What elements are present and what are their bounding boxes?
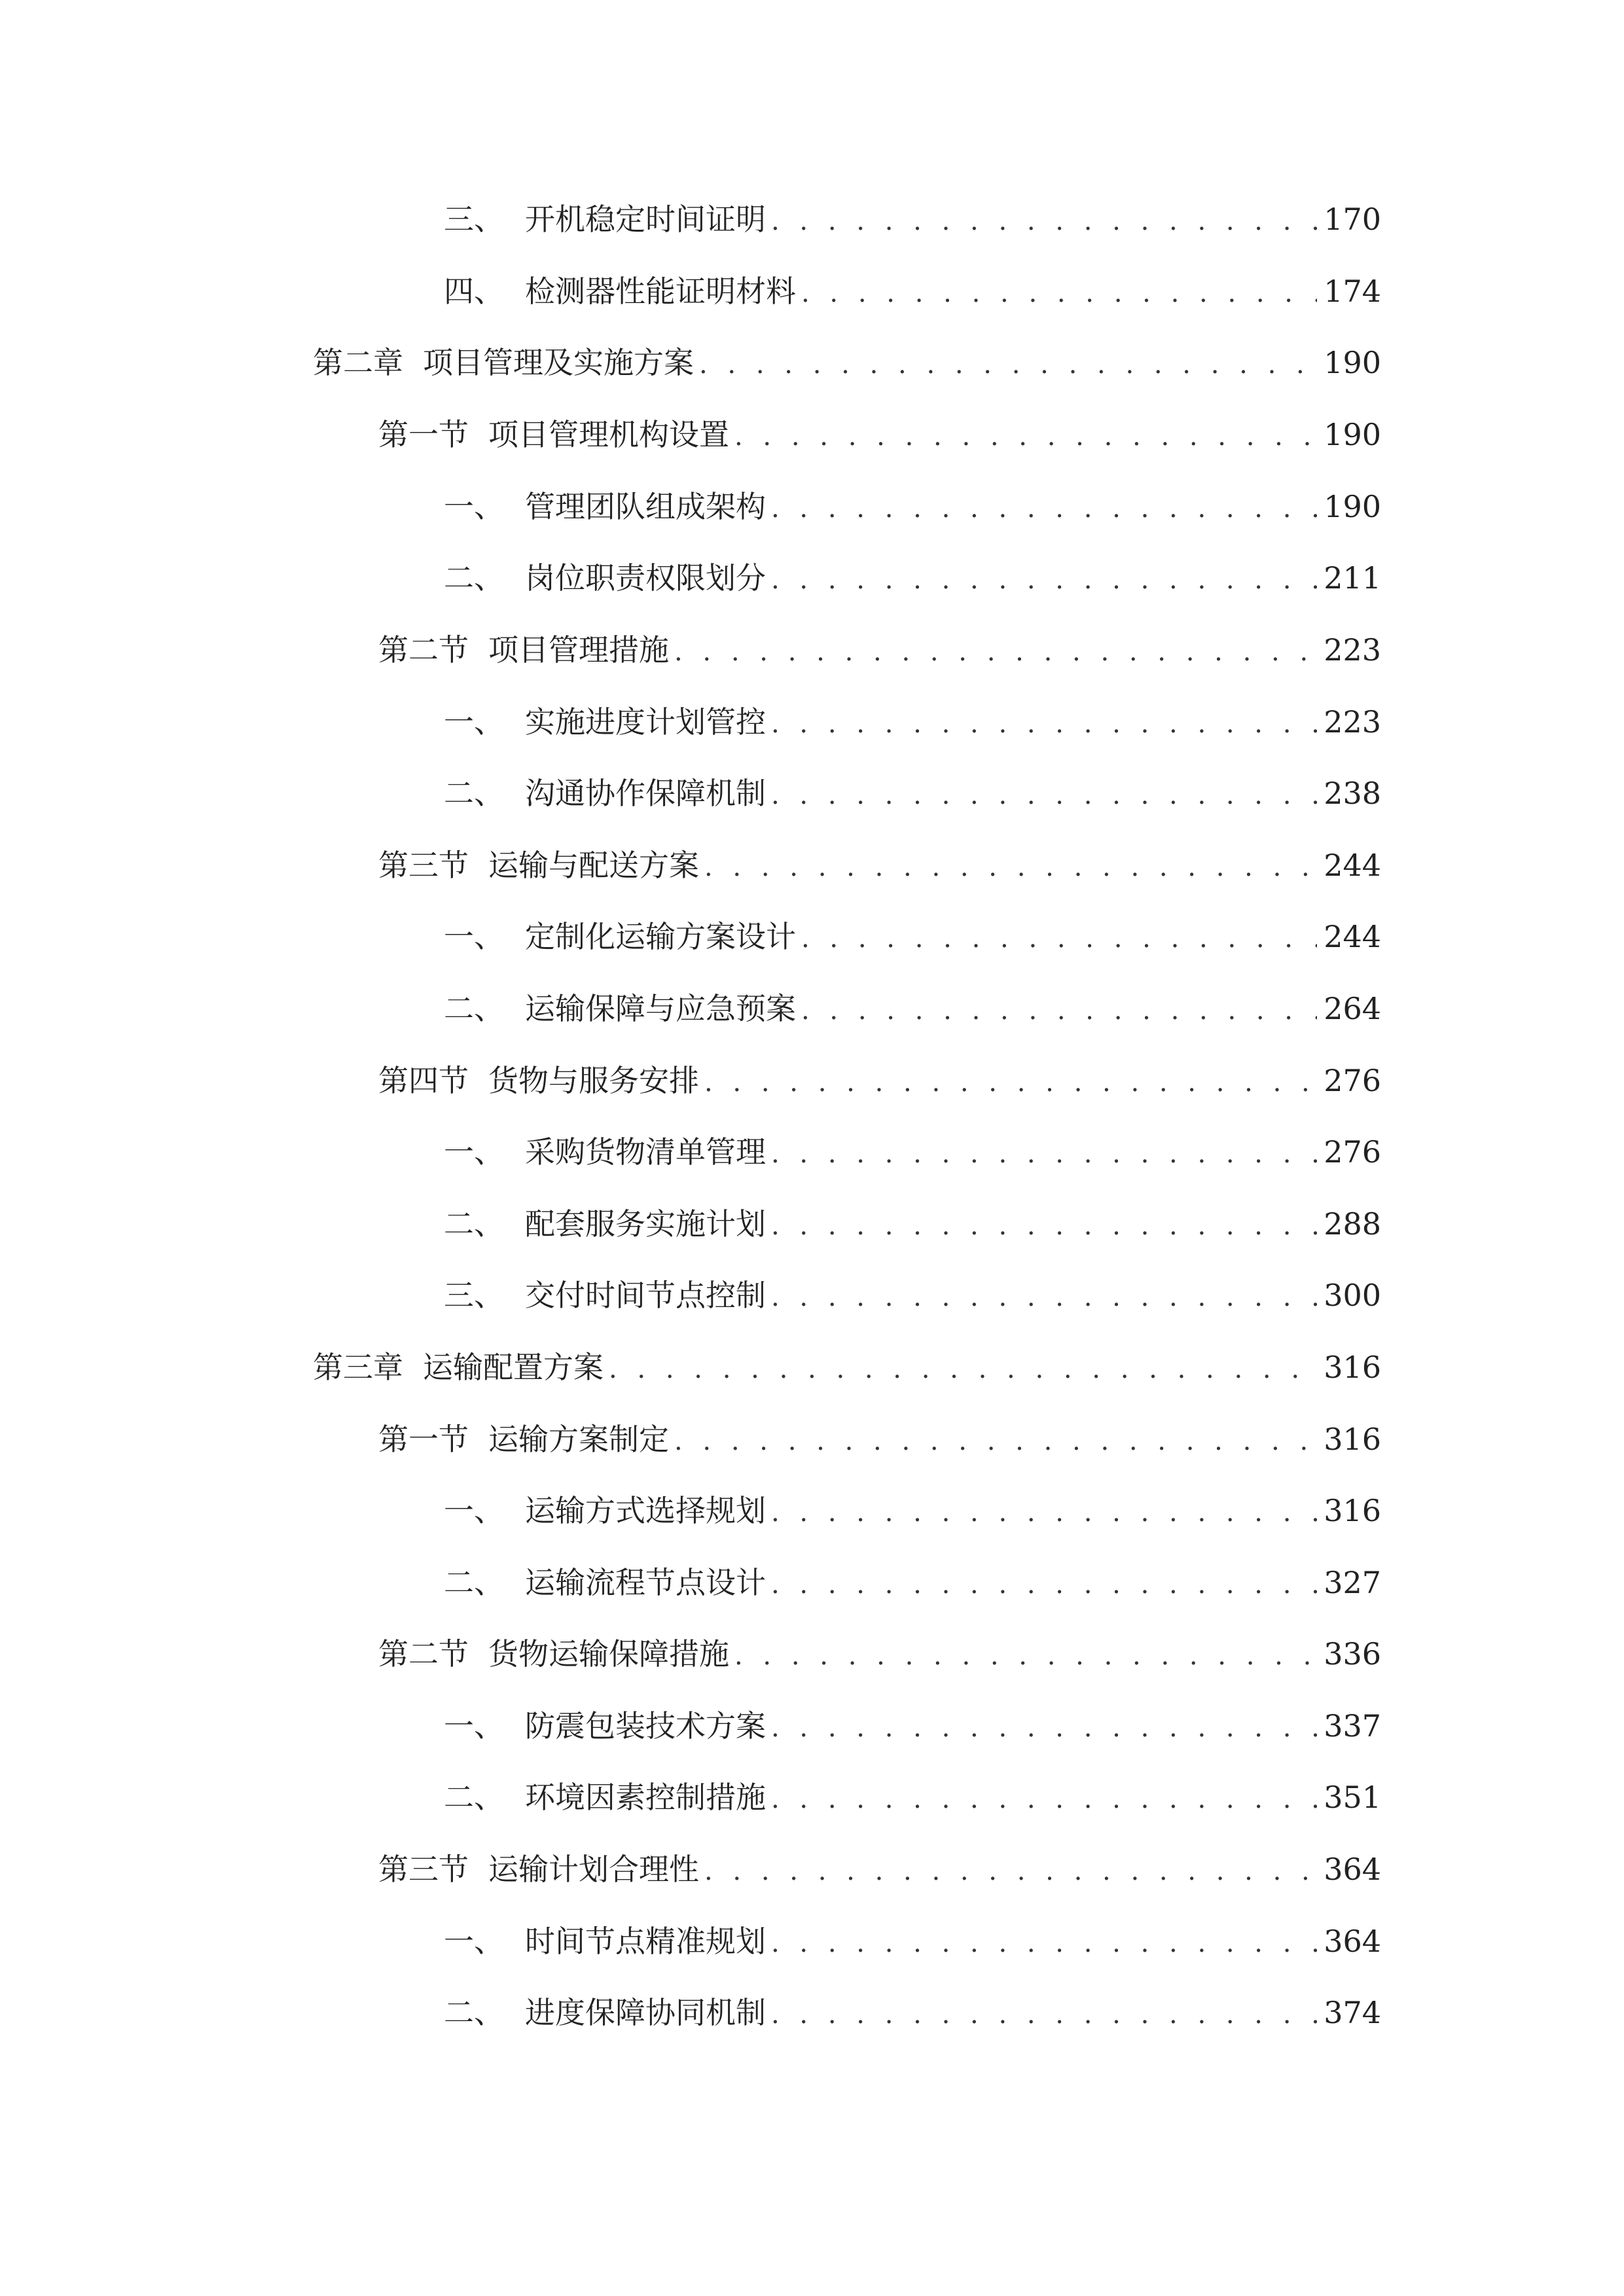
toc-entry[interactable] [444, 1915, 1381, 1967]
toc-entry-title: 防震包装技术方案 [525, 1708, 766, 1744]
toc-entry-title: 时间节点精准规划 [525, 1924, 766, 1959]
toc-entry-title: 进度保障协同机制 [525, 1995, 766, 2030]
toc-entry-number: 一、 [444, 1924, 504, 1959]
dot-leader [704, 841, 1317, 893]
dot-leader [771, 1486, 1317, 1539]
toc-entry-number: 四、 [444, 274, 504, 309]
toc-entry[interactable] [444, 1269, 1381, 1321]
toc-entry-page: 316 [1324, 1422, 1381, 1457]
toc-entry-title: 检测器性能证明材料 [525, 274, 796, 309]
toc-entry[interactable] [444, 1700, 1381, 1752]
toc-entry-page: 223 [1324, 704, 1381, 740]
dot-leader [771, 1128, 1317, 1180]
toc-entry-number: 一、 [444, 919, 504, 954]
toc-entry-page: 223 [1324, 632, 1381, 668]
toc-entry-title: 定制化运输方案设计 [525, 919, 796, 954]
toc-entry-number: 一、 [444, 1134, 504, 1170]
toc-entry-page: 364 [1324, 1852, 1381, 1887]
dot-leader [771, 698, 1317, 750]
toc-entry-page: 336 [1324, 1636, 1381, 1672]
toc-entry-number: 二、 [444, 1780, 504, 1815]
toc-entry-title: 配套服务实施计划 [525, 1206, 766, 1242]
dot-leader [674, 1415, 1317, 1467]
toc-entry[interactable] [378, 408, 1381, 461]
toc-entry-number: 一、 [444, 489, 504, 524]
dot-leader [771, 1917, 1317, 1969]
toc-entry-title: 运输流程节点设计 [525, 1565, 766, 1600]
toc-entry-number: 第二节 [378, 1636, 469, 1672]
toc-entry-number: 三、 [444, 202, 504, 237]
toc-entry-title: 沟通协作保障机制 [525, 776, 766, 811]
dot-leader [704, 1056, 1317, 1109]
toc-entry-title: 实施进度计划管控 [525, 704, 766, 740]
toc-entry[interactable] [378, 1628, 1381, 1680]
toc-entry-title: 运输与配送方案 [488, 848, 699, 883]
toc-entry[interactable] [444, 265, 1381, 317]
dot-leader [771, 482, 1317, 535]
toc-entry-page: 190 [1324, 489, 1381, 524]
toc-entry-page: 244 [1324, 848, 1381, 883]
toc-entry-title: 货物与服务安排 [488, 1063, 699, 1098]
toc-entry[interactable] [444, 1198, 1381, 1250]
toc-entry-number: 第三节 [378, 848, 469, 883]
toc-entry-page: 238 [1324, 776, 1381, 811]
toc-entry[interactable] [444, 982, 1381, 1035]
toc-entry-number: 三、 [444, 1278, 504, 1313]
toc-entry-number: 第二章 [313, 345, 403, 380]
toc-entry-number: 二、 [444, 560, 504, 596]
toc-entry-number: 二、 [444, 1206, 504, 1242]
toc-entry-page: 211 [1324, 560, 1381, 596]
toc-entry-number: 一、 [444, 704, 504, 740]
toc-entry-title: 运输计划合理性 [488, 1852, 699, 1887]
toc-entry-number: 二、 [444, 776, 504, 811]
toc-entry-number: 二、 [444, 991, 504, 1026]
dot-leader [734, 1630, 1317, 1682]
dot-leader [801, 984, 1317, 1037]
toc-entry-title: 交付时间节点控制 [525, 1278, 766, 1313]
toc-entry-title: 环境因素控制措施 [525, 1780, 766, 1815]
toc-entry-title: 货物运输保障措施 [488, 1636, 729, 1672]
toc-entry-page: 316 [1324, 1350, 1381, 1385]
dot-leader [771, 1702, 1317, 1754]
dot-leader [771, 1988, 1317, 2041]
toc-entry-number: 一、 [444, 1708, 504, 1744]
toc-entry-page: 276 [1324, 1063, 1381, 1098]
toc-entry[interactable] [444, 552, 1381, 604]
toc-entry-page: 190 [1324, 345, 1381, 380]
dot-leader [801, 912, 1317, 965]
toc-entry[interactable] [444, 1126, 1381, 1178]
dot-leader [771, 1271, 1317, 1323]
toc-entry-page: 351 [1324, 1780, 1381, 1815]
toc-entry-title: 运输方式选择规划 [525, 1493, 766, 1528]
toc-entry-page: 316 [1324, 1493, 1381, 1528]
toc-entry[interactable] [378, 624, 1381, 676]
dot-leader [771, 195, 1317, 247]
toc-entry[interactable] [444, 480, 1381, 533]
toc-entry-page: 174 [1324, 274, 1381, 309]
dot-leader [734, 410, 1317, 463]
toc-entry-page: 276 [1324, 1134, 1381, 1170]
toc-entry[interactable] [378, 1413, 1381, 1465]
dot-leader [771, 554, 1317, 606]
toc-entry-page: 327 [1324, 1565, 1381, 1600]
toc-entry-title: 岗位职责权限划分 [525, 560, 766, 596]
toc-entry[interactable] [444, 1556, 1381, 1609]
dot-leader [704, 1845, 1317, 1897]
toc-entry-title: 采购货物清单管理 [525, 1134, 766, 1170]
toc-entry-number: 二、 [444, 1565, 504, 1600]
toc-entry-page: 288 [1324, 1206, 1381, 1242]
toc-entry-page: 374 [1324, 1995, 1381, 2030]
dot-leader [674, 626, 1317, 678]
toc-entry-page: 264 [1324, 991, 1381, 1026]
dot-leader [609, 1343, 1317, 1395]
toc-entry-title: 项目管理措施 [488, 632, 669, 668]
toc-entry[interactable] [378, 839, 1381, 891]
toc-entry[interactable] [444, 767, 1381, 819]
toc-entry-page: 244 [1324, 919, 1381, 954]
toc-entry-page: 170 [1324, 202, 1381, 237]
toc-entry-title: 开机稳定时间证明 [525, 202, 766, 237]
toc-entry[interactable] [313, 1341, 1381, 1393]
toc-entry[interactable] [313, 336, 1381, 389]
dot-leader [771, 1773, 1317, 1825]
toc-entry[interactable] [378, 1054, 1381, 1107]
toc-entry[interactable] [444, 696, 1381, 748]
toc-entry-page: 337 [1324, 1708, 1381, 1744]
toc-entry[interactable] [444, 1986, 1381, 2039]
toc-entry-page: 300 [1324, 1278, 1381, 1313]
toc-entry-number: 二、 [444, 1995, 504, 2030]
toc-entry-number: 第三章 [313, 1350, 403, 1385]
toc-entry-title: 运输保障与应急预案 [525, 991, 796, 1026]
toc-entry[interactable] [378, 1843, 1381, 1895]
toc-entry-title: 项目管理及实施方案 [423, 345, 694, 380]
toc-entry[interactable] [444, 193, 1381, 245]
toc-entry-number: 第一节 [378, 1422, 469, 1457]
toc-entry-number: 第二节 [378, 632, 469, 668]
toc-entry-title: 运输配置方案 [423, 1350, 604, 1385]
dot-leader [699, 338, 1317, 391]
toc-entry-page: 364 [1324, 1924, 1381, 1959]
dot-leader [771, 1200, 1317, 1252]
toc-entry-number: 第三节 [378, 1852, 469, 1887]
toc-entry[interactable] [444, 1484, 1381, 1537]
toc-entry-number: 一、 [444, 1493, 504, 1528]
toc-entry[interactable] [444, 1771, 1381, 1823]
toc-entry-title: 项目管理机构设置 [488, 417, 729, 452]
toc-entry-page: 190 [1324, 417, 1381, 452]
dot-leader [801, 267, 1317, 319]
dot-leader [771, 1558, 1317, 1611]
toc-entry[interactable] [444, 910, 1381, 963]
toc-entry-number: 第四节 [378, 1063, 469, 1098]
toc-entry-number: 第一节 [378, 417, 469, 452]
toc-entry-title: 运输方案制定 [488, 1422, 669, 1457]
toc-entry-title: 管理团队组成架构 [525, 489, 766, 524]
dot-leader [771, 769, 1317, 821]
